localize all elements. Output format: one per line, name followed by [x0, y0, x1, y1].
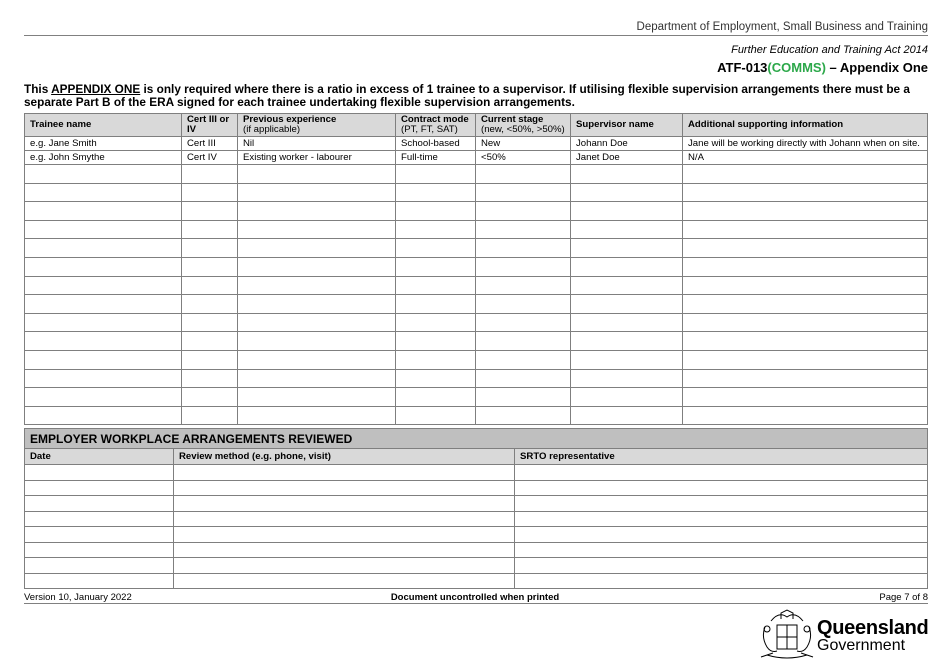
review-col-header: Date — [25, 449, 174, 465]
review-table-row — [25, 573, 928, 589]
review-empty-cell[interactable] — [25, 511, 174, 527]
review-table-row — [25, 480, 928, 496]
act-title: Further Education and Training Act 2014 — [731, 44, 928, 56]
empty-cell[interactable] — [25, 369, 182, 388]
empty-cell[interactable] — [571, 313, 683, 332]
empty-cell[interactable] — [25, 388, 182, 407]
empty-cell[interactable] — [683, 220, 928, 239]
empty-cell[interactable] — [683, 165, 928, 184]
empty-cell[interactable] — [683, 388, 928, 407]
empty-table-row — [25, 313, 928, 332]
empty-cell[interactable] — [238, 332, 396, 351]
empty-cell[interactable] — [476, 295, 571, 314]
empty-table-row — [25, 295, 928, 314]
form-code — [717, 60, 928, 75]
empty-cell[interactable] — [571, 220, 683, 239]
empty-cell[interactable] — [396, 276, 476, 295]
review-empty-cell[interactable] — [25, 496, 174, 512]
trainee-table-header — [25, 114, 928, 137]
review-empty-cell[interactable] — [174, 511, 515, 527]
col-header-title: Contract mode — [401, 114, 469, 125]
empty-cell[interactable] — [476, 165, 571, 184]
review-empty-cell[interactable] — [515, 558, 928, 574]
table-row — [25, 137, 928, 151]
empty-cell[interactable] — [182, 257, 238, 276]
col-header-title: Additional supporting information — [688, 119, 844, 130]
empty-cell[interactable] — [182, 332, 238, 351]
empty-cell[interactable] — [571, 257, 683, 276]
empty-cell[interactable] — [683, 183, 928, 202]
review-col-header: SRTO representative — [515, 449, 928, 465]
table-cell[interactable]: School-based — [396, 137, 476, 151]
empty-cell[interactable] — [476, 276, 571, 295]
empty-table-row — [25, 165, 928, 184]
review-empty-cell[interactable] — [25, 527, 174, 543]
empty-cell[interactable] — [571, 350, 683, 369]
empty-cell[interactable] — [238, 369, 396, 388]
empty-cell[interactable] — [683, 276, 928, 295]
empty-cell[interactable] — [476, 350, 571, 369]
table-cell[interactable]: Cert IV — [182, 151, 238, 165]
review-empty-cell[interactable] — [174, 558, 515, 574]
empty-cell[interactable] — [396, 313, 476, 332]
empty-cell[interactable] — [25, 220, 182, 239]
empty-cell[interactable] — [182, 202, 238, 221]
review-table-row — [25, 496, 928, 512]
empty-cell[interactable] — [476, 313, 571, 332]
empty-cell[interactable] — [238, 202, 396, 221]
version-text: Version 10, January 2022 — [24, 592, 132, 603]
review-col-header: Review method (e.g. phone, visit) — [174, 449, 515, 465]
trainee-col-header — [396, 114, 476, 137]
page-number: Page 7 of 8 — [879, 592, 928, 603]
review-empty-cell[interactable] — [25, 558, 174, 574]
form-code-suffix: – Appendix One — [825, 60, 928, 75]
empty-cell[interactable] — [238, 165, 396, 184]
empty-cell[interactable] — [476, 202, 571, 221]
table-cell[interactable]: Janet Doe — [571, 151, 683, 165]
review-table-row — [25, 511, 928, 527]
review-empty-cell[interactable] — [174, 527, 515, 543]
empty-cell[interactable] — [396, 183, 476, 202]
department-name: Department of Employment, Small Business and Training — [636, 21, 928, 33]
empty-cell[interactable] — [476, 369, 571, 388]
empty-cell[interactable] — [25, 295, 182, 314]
empty-cell[interactable] — [571, 388, 683, 407]
review-table-row — [25, 527, 928, 543]
review-table-row — [25, 465, 928, 481]
empty-cell[interactable] — [25, 350, 182, 369]
review-empty-cell[interactable] — [515, 527, 928, 543]
empty-table-row — [25, 369, 928, 388]
empty-cell[interactable] — [571, 369, 683, 388]
col-header-title: Previous experience — [243, 114, 337, 125]
empty-cell[interactable] — [571, 165, 683, 184]
empty-cell[interactable] — [571, 332, 683, 351]
table-cell[interactable]: Nil — [238, 137, 396, 151]
trainee-col-header — [571, 114, 683, 137]
review-empty-cell[interactable] — [25, 542, 174, 558]
intro-part2: is only required where there is a ratio in excess of 1 trainee to a supervisor. If utilising flexible supervision arrangements there must be a separate Part B of the ERA signed for each trainee undertaking flexible supervision arrangements. — [24, 82, 910, 109]
review-empty-cell[interactable] — [515, 480, 928, 496]
form-code-prefix: ATF-013 — [717, 60, 768, 75]
empty-table-row — [25, 406, 928, 425]
empty-table-row — [25, 220, 928, 239]
empty-cell[interactable] — [476, 257, 571, 276]
empty-table-row — [25, 388, 928, 407]
review-empty-cell[interactable] — [174, 465, 515, 481]
empty-cell[interactable] — [25, 276, 182, 295]
empty-table-row — [25, 257, 928, 276]
review-empty-cell[interactable] — [515, 573, 928, 589]
empty-cell[interactable] — [182, 406, 238, 425]
empty-cell[interactable] — [182, 369, 238, 388]
empty-table-row — [25, 332, 928, 351]
empty-cell[interactable] — [396, 239, 476, 258]
col-header-subtitle: (if applicable) — [243, 124, 301, 135]
col-header-title: Current stage — [481, 114, 544, 125]
empty-cell[interactable] — [182, 276, 238, 295]
empty-cell[interactable] — [683, 313, 928, 332]
trainee-col-header — [476, 114, 571, 137]
empty-cell[interactable] — [238, 295, 396, 314]
header-rule — [24, 35, 928, 36]
empty-cell[interactable] — [571, 295, 683, 314]
empty-cell[interactable] — [238, 276, 396, 295]
empty-cell[interactable] — [182, 239, 238, 258]
empty-cell[interactable] — [238, 388, 396, 407]
table-cell[interactable]: Cert III — [182, 137, 238, 151]
empty-cell[interactable] — [396, 369, 476, 388]
empty-cell[interactable] — [25, 183, 182, 202]
review-empty-cell[interactable] — [515, 465, 928, 481]
review-empty-cell[interactable] — [515, 542, 928, 558]
empty-cell[interactable] — [238, 239, 396, 258]
empty-cell[interactable] — [238, 220, 396, 239]
table-cell[interactable]: N/A — [683, 151, 928, 165]
empty-cell[interactable] — [571, 202, 683, 221]
empty-table-row — [25, 276, 928, 295]
empty-cell[interactable] — [182, 220, 238, 239]
empty-cell[interactable] — [683, 239, 928, 258]
table-cell[interactable]: e.g. John Smythe — [25, 151, 182, 165]
empty-cell[interactable] — [571, 183, 683, 202]
empty-cell[interactable] — [25, 165, 182, 184]
empty-cell[interactable] — [182, 165, 238, 184]
table-cell[interactable]: Johann Doe — [571, 137, 683, 151]
empty-cell[interactable] — [683, 202, 928, 221]
form-code-comms: (COMMS) — [767, 60, 826, 75]
empty-cell[interactable] — [571, 406, 683, 425]
empty-cell[interactable] — [238, 350, 396, 369]
intro-part1: This — [24, 82, 52, 96]
empty-cell[interactable] — [396, 332, 476, 351]
col-header-subtitle: (PT, FT, SAT) — [401, 124, 458, 135]
review-empty-cell[interactable] — [515, 511, 928, 527]
review-table-row — [25, 542, 928, 558]
empty-cell[interactable] — [25, 202, 182, 221]
empty-cell[interactable] — [683, 350, 928, 369]
empty-cell[interactable] — [25, 332, 182, 351]
empty-cell[interactable] — [396, 350, 476, 369]
review-table-title: EMPLOYER WORKPLACE ARRANGEMENTS REVIEWED — [25, 429, 928, 449]
empty-table-row — [25, 183, 928, 202]
empty-cell[interactable] — [182, 183, 238, 202]
review-table-row — [25, 558, 928, 574]
review-empty-cell[interactable] — [515, 496, 928, 512]
review-empty-cell[interactable] — [25, 573, 174, 589]
table-cell[interactable]: e.g. Jane Smith — [25, 137, 182, 151]
table-cell[interactable]: Existing worker - labourer — [238, 151, 396, 165]
trainee-col-header — [25, 114, 182, 137]
empty-cell[interactable] — [476, 406, 571, 425]
empty-cell[interactable] — [25, 313, 182, 332]
review-empty-cell[interactable] — [25, 465, 174, 481]
empty-cell[interactable] — [476, 220, 571, 239]
empty-cell[interactable] — [182, 295, 238, 314]
empty-cell[interactable] — [238, 313, 396, 332]
col-header-title: Trainee name — [30, 119, 92, 130]
empty-cell[interactable] — [396, 220, 476, 239]
empty-cell[interactable] — [182, 388, 238, 407]
empty-cell[interactable] — [396, 202, 476, 221]
trainee-col-header — [683, 114, 928, 137]
empty-cell[interactable] — [683, 257, 928, 276]
footer-rule — [24, 603, 928, 604]
intro-text — [24, 83, 929, 109]
review-empty-cell[interactable] — [174, 542, 515, 558]
empty-cell[interactable] — [476, 239, 571, 258]
empty-table-row — [25, 239, 928, 258]
table-row — [25, 151, 928, 165]
empty-cell[interactable] — [25, 257, 182, 276]
review-table-header — [25, 449, 928, 465]
intro-appendix: APPENDIX ONE — [51, 82, 141, 96]
empty-cell[interactable] — [25, 239, 182, 258]
empty-cell[interactable] — [238, 257, 396, 276]
empty-cell[interactable] — [683, 332, 928, 351]
table-cell[interactable]: New — [476, 137, 571, 151]
empty-cell[interactable] — [476, 332, 571, 351]
table-cell[interactable]: Full-time — [396, 151, 476, 165]
review-empty-cell[interactable] — [174, 573, 515, 589]
empty-cell[interactable] — [25, 406, 182, 425]
empty-cell[interactable] — [396, 165, 476, 184]
col-header-subtitle: (new, <50%, >50%) — [481, 124, 565, 135]
empty-cell[interactable] — [182, 350, 238, 369]
empty-cell[interactable] — [396, 257, 476, 276]
table-cell[interactable]: Jane will be working directly with Johann when on site. — [683, 137, 928, 151]
empty-cell[interactable] — [683, 406, 928, 425]
review-empty-cell[interactable] — [25, 480, 174, 496]
empty-cell[interactable] — [683, 369, 928, 388]
empty-cell[interactable] — [182, 313, 238, 332]
trainee-col-header — [182, 114, 238, 137]
empty-table-row — [25, 350, 928, 369]
empty-cell[interactable] — [396, 388, 476, 407]
empty-cell[interactable] — [571, 276, 683, 295]
empty-cell[interactable] — [683, 295, 928, 314]
review-table — [24, 428, 928, 589]
empty-table-row — [25, 202, 928, 221]
review-empty-cell[interactable] — [174, 480, 515, 496]
trainee-table — [24, 113, 928, 425]
review-empty-cell[interactable] — [174, 496, 515, 512]
trainee-col-header — [238, 114, 396, 137]
uncontrolled-notice: Document uncontrolled when printed — [390, 592, 560, 603]
col-header-title: Supervisor name — [576, 119, 654, 130]
queensland-wordmark: Queensland — [817, 617, 929, 639]
col-header-title: Cert III or IV — [187, 114, 230, 135]
empty-cell[interactable] — [238, 406, 396, 425]
government-wordmark: Government — [817, 637, 906, 654]
empty-cell[interactable] — [396, 295, 476, 314]
table-cell[interactable]: <50% — [476, 151, 571, 165]
empty-cell[interactable] — [571, 239, 683, 258]
empty-cell[interactable] — [476, 183, 571, 202]
empty-cell[interactable] — [396, 406, 476, 425]
empty-cell[interactable] — [476, 388, 571, 407]
empty-cell[interactable] — [238, 183, 396, 202]
